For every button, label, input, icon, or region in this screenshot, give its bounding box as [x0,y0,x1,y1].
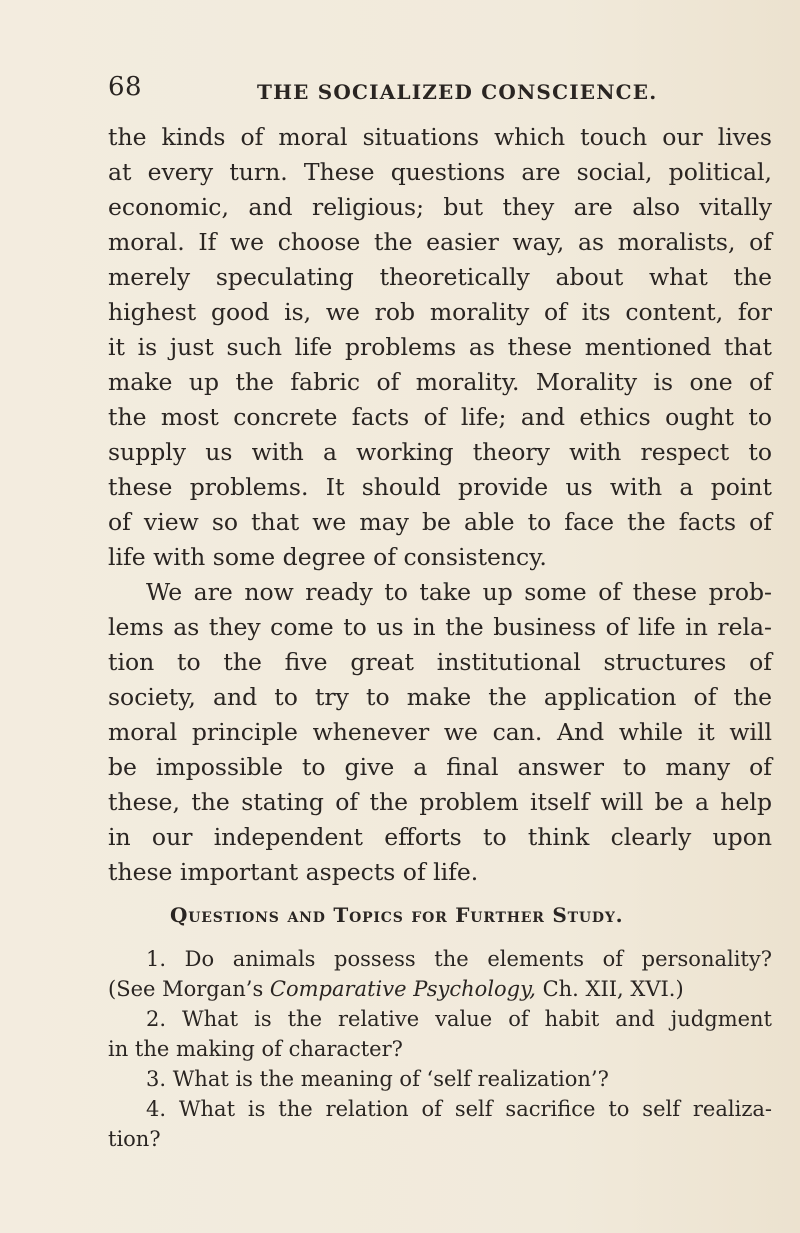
body-line: in our independent efforts to think clearly upon [108,823,772,851]
body-line: We are now ready to take up some of these prob- [146,578,772,606]
body-line: moral principle whenever we can. And while it will [108,718,772,746]
question-line: 4. What is the relation of self sacrifice to self realiza- [146,1097,772,1121]
body-line: economic, and religious; but they are also vitally [108,193,772,221]
question-line: in the making of character? [108,1037,403,1061]
body-line: lems as they come to us in the business of life in rela- [108,613,772,641]
question-line: tion? [108,1127,161,1151]
body-line: merely speculating theoretically about what the [108,263,772,291]
question-line: 1. Do animals possess the elements of personality? [146,947,772,971]
body-line: life with some degree of consistency. [108,543,547,571]
question-line [108,975,772,1003]
question-line: 2. What is the relative value of habit and judgment [146,1007,772,1031]
book-title: Comparative Psychology, [269,977,536,1001]
body-line: supply us with a working theory with respect to [108,438,772,466]
body-line: moral. If we choose the easier way, as moralists, of [108,228,772,256]
body-line: make up the fabric of morality. Morality is one of [108,368,772,396]
body-line: the kinds of moral situations which touch our lives [108,123,772,151]
body-line: society, and to try to make the application of the [108,683,772,711]
page-number: 68 [108,72,143,102]
body-line: tion to the five great institutional structures of [108,648,772,676]
body-line: be impossible to give a final answer to many of [108,753,772,781]
body-line: of view so that we may be able to face the facts of [108,508,772,536]
question-text: Ch. XII, XVI.) [535,977,684,1001]
question-line: 3. What is the meaning of ‘self realization’? [146,1067,609,1091]
question-text: (See Morgan’s [108,977,270,1001]
section-heading: Questions and Topics for Further Study. [170,903,624,927]
body-line: the most concrete facts of life; and ethics ought to [108,403,772,431]
body-line: at every turn. These questions are social, political, [108,158,772,186]
body-line: these problems. It should provide us with a point [108,473,772,501]
body-line: it is just such life problems as these mentioned that [108,333,772,361]
body-line: highest good is, we rob morality of its content, for [108,298,772,326]
body-line: these important aspects of life. [108,858,479,886]
running-title: THE SOCIALIZED CONSCIENCE. [257,80,658,104]
body-line: these, the stating of the problem itself will be a help [108,788,772,816]
